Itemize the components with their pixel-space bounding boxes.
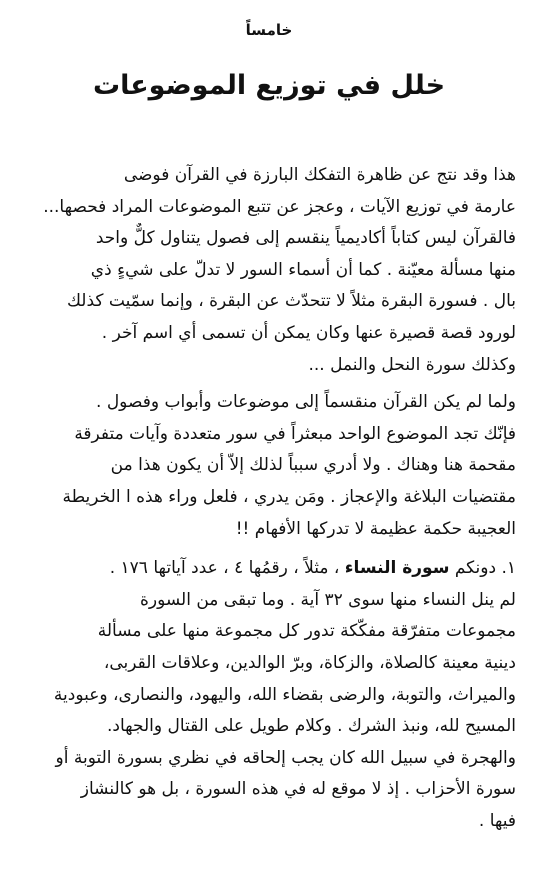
paragraph-line: مقتضيات البلاغة والإعجاز . ومَن يدري ، فلعل وراء هذه ا الخريطة [62,486,516,507]
paragraph-line: ولما لم يكن القرآن منقسماً إلى موضوعات وأبواب وفصول . [96,392,516,413]
paragraph-line: سورة الأحزاب . إذ لا موقع له في هذه السورة ، بل هو كالنشاز [80,779,516,800]
paragraph-line: لورود قصة قصيرة عنها وكان يمكن أن تسمى أي اسم آخر . [101,322,516,343]
paragraph-line: المسيح لله، ونبذ الشرك . وكلام طويل على القتال والجهاد. [107,716,516,737]
paragraph-3 [22,553,516,837]
paragraph-1 [22,160,516,381]
paragraph-line: فإنّك تجد الموضوع الواحد مبعثراً في سور متعددة وآيات متفرقة [74,423,516,444]
paragraph-line: فيها . [478,810,516,831]
paragraph-line: هذا وقد نتج عن ظاهرة التفكك البارزة في القرآن فوضى [123,165,516,185]
paragraph-first-line [22,553,516,585]
paragraph-line: والميراث، والتوبة، والرضى بقضاء الله، واليهود، والنصارى، وعبودية [53,684,516,705]
surah-name: سورة النساء [344,558,450,579]
paragraph-line: مقحمة هنا وهناك . ولا أدري سبباً لذلك إلاّ أن يكون هذا من [110,455,516,476]
paragraph-line: دينية معينة كالصلاة، والزكاة، وبرّ الوالدين، وعلاقات القربى، [103,652,516,673]
paragraph-line: بال . فسورة البقرة مثلاً لا تتحدّث عن البقرة ، وإنما سمّيت كذلك [66,291,516,312]
paragraph-line: فالقرآن ليس كتاباً أكاديمياً ينقسم إلى فصول يتناول كلٌّ واحد [95,228,516,249]
paragraph-line: مجموعات متفرّقة مفكّكة تدور كل مجموعة منها على مسألة [97,621,516,642]
list-number-text: ١. دونكم [449,558,516,579]
surah-details: ، مثلاً ، رقمُها ٤ ، عدد آياتها ١٧٦ . [109,558,345,579]
paragraph-line: منها مسألة معيّنة . كما أن أسماء السور لا تدلّ على شيءٍ ذي [90,259,516,280]
paragraph-line: وكذلك سورة النحل والنمل ... [308,354,516,375]
paragraph-line: لم ينل النساء منها سوى ٣٢ آية . وما تبقى من السورة [139,589,516,610]
section-label: خامساً [245,21,293,39]
paragraph-line: العجيبة حكمة عظيمة لا تدركها الأفهام !! [235,518,516,539]
paragraph-2 [22,387,516,545]
page-title: خلل في توزيع الموضوعات [92,70,446,101]
paragraph-line: والهجرة في سبيل الله كان يجب إلحاقه في نظري بسورة التوبة أو [55,747,516,768]
paragraph-line: عارمة في توزيع الآيات ، وعجز عن تتبع الموضوعات المراد فحصها... [43,196,516,217]
